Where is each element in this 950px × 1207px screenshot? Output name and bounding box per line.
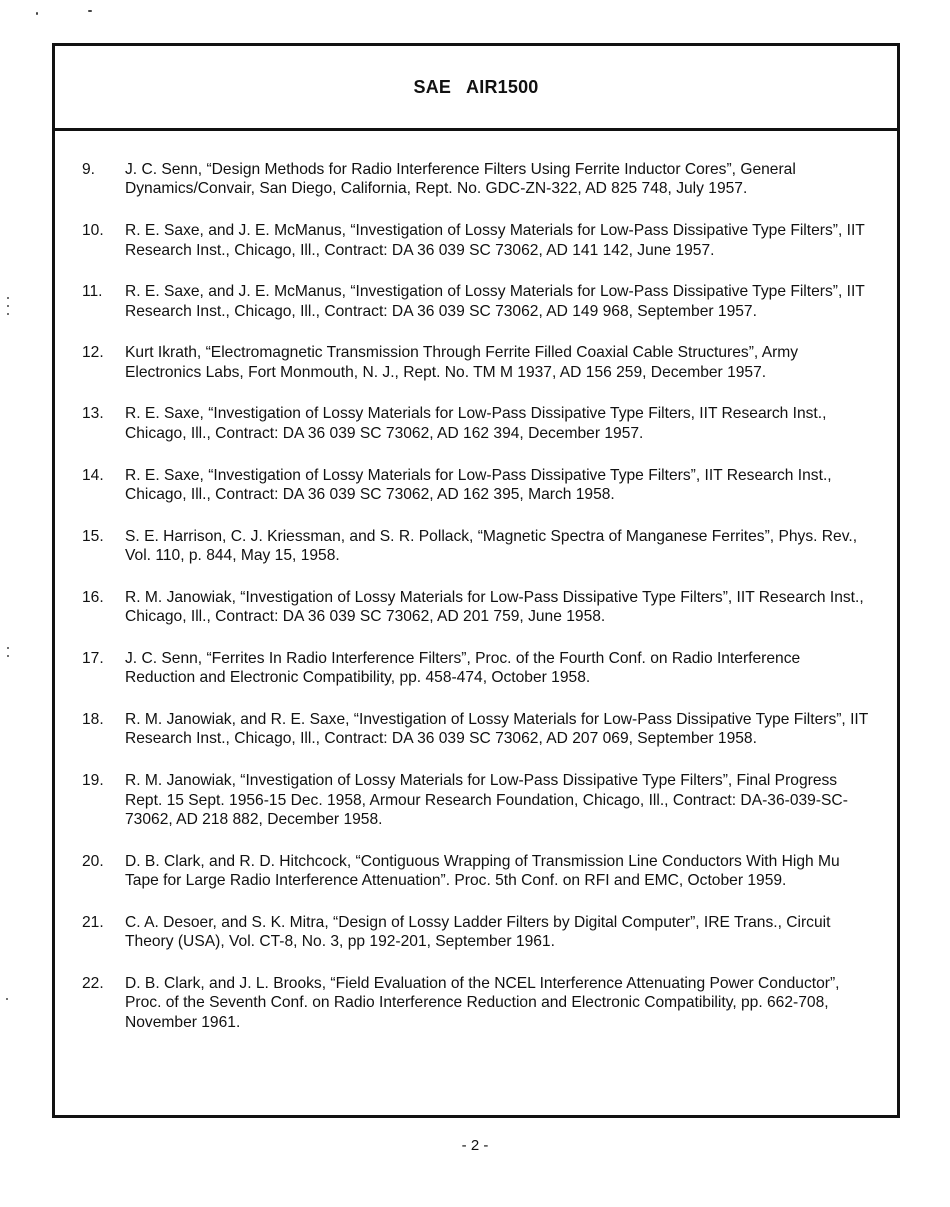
scan-speck bbox=[88, 10, 92, 12]
scan-speck bbox=[7, 655, 9, 657]
reference-text: D. B. Clark, and J. L. Brooks, “Field Evaluation of the NCEL Interference Attenuating Power Conductor”, Proc. of the Seventh Conf. on Radio Interference Reduction and Electronic Compatibility, pp. 662-708, November 1961. bbox=[125, 974, 840, 1031]
page-border-frame bbox=[52, 43, 900, 1118]
reference-number: 12. bbox=[82, 344, 104, 362]
reference-item bbox=[55, 282, 897, 321]
document-title: SAE AIR1500 bbox=[413, 76, 539, 97]
reference-number: 15. bbox=[82, 527, 104, 545]
reference-text: D. B. Clark, and R. D. Hitchcock, “Contiguous Wrapping of Transmission Line Conductors With High Mu Tape for Large Radio Interference Attenuation”. Proc. 5th Conf. on RFI and EMC, October 1959. bbox=[125, 852, 840, 890]
reference-item bbox=[55, 649, 897, 688]
reference-number: 16. bbox=[82, 588, 104, 606]
reference-text: S. E. Harrison, C. J. Kriessman, and S. R. Pollack, “Magnetic Spectra of Manganese Ferrites”, Phys. Rev., Vol. 110, p. 844, May 15, 1958. bbox=[125, 527, 858, 565]
reference-number: 9. bbox=[82, 161, 96, 178]
reference-number: 17. bbox=[82, 649, 104, 667]
scan-speck bbox=[7, 313, 9, 315]
reference-item bbox=[55, 466, 897, 505]
reference-text: J. C. Senn, “Ferrites In Radio Interference Filters”, Proc. of the Fourth Conf. on Radio Interference Reduction and Electronic Compatibility, pp. 458-474, October 1958. bbox=[125, 649, 801, 687]
reference-text: R. M. Janowiak, “Investigation of Lossy Materials for Low-Pass Dissipative Type Filters”, IIT Research Inst., Chicago, Ill., Contract: DA 36 039 SC 73062, AD 201 759, June 1958. bbox=[125, 588, 864, 626]
page-number: - 2 - bbox=[461, 1137, 489, 1154]
reference-text: R. M. Janowiak, and R. E. Saxe, “Investigation of Lossy Materials for Low-Pass Dissipative Type Filters”, IIT Research Inst., Chicago, Ill., Contract: DA 36 039 SC 73062, AD 207 069, September 1958. bbox=[125, 710, 869, 748]
reference-number: 11. bbox=[82, 283, 103, 301]
reference-number: 14. bbox=[82, 466, 104, 484]
reference-item bbox=[55, 710, 897, 749]
reference-number: 10. bbox=[82, 222, 104, 240]
reference-number: 19. bbox=[82, 772, 104, 790]
scan-speck bbox=[6, 998, 8, 1000]
reference-item bbox=[55, 404, 897, 443]
reference-text: R. E. Saxe, “Investigation of Lossy Materials for Low-Pass Dissipative Type Filters, IIT Research Inst., Chicago, Ill., Contract: DA 36 039 SC 73062, AD 162 394, December 1957. bbox=[125, 405, 827, 442]
reference-text: C. A. Desoer, and S. K. Mitra, “Design of Lossy Ladder Filters by Digital Computer”, IRE Trans., Circuit Theory (USA), Vol. CT-8, No. 3, pp 192-201, September 1961. bbox=[125, 913, 831, 951]
reference-item bbox=[55, 974, 897, 1032]
reference-number: 22. bbox=[82, 974, 104, 992]
reference-item bbox=[55, 913, 897, 952]
reference-item bbox=[55, 527, 897, 566]
scan-speck bbox=[7, 647, 9, 649]
reference-text: R. E. Saxe, and J. E. McManus, “Investigation of Lossy Materials for Low-Pass Dissipative Type Filters”, IIT Research Inst., Chicago, Ill., Contract: DA 36 039 SC 73062, AD 141 142, June 1957. bbox=[125, 222, 865, 259]
reference-item bbox=[55, 771, 897, 829]
reference-item bbox=[55, 221, 897, 260]
reference-number: 13. bbox=[82, 405, 104, 423]
reference-item bbox=[55, 588, 897, 627]
reference-text: R. E. Saxe, and J. E. McManus, “Investigation of Lossy Materials for Low-Pass Dissipative Type Filters”, IIT Research Inst., Chicago, Ill., Contract: DA 36 039 SC 73062, AD 149 968, September 1957. bbox=[125, 283, 865, 320]
reference-number: 21. bbox=[82, 913, 104, 931]
reference-text: R. E. Saxe, “Investigation of Lossy Materials for Low-Pass Dissipative Type Filters”, IIT Research Inst., Chicago, Ill., Contract: DA 36 039 SC 73062, AD 162 395, March 1958. bbox=[125, 466, 832, 503]
scan-speck bbox=[7, 305, 9, 307]
reference-list bbox=[55, 160, 897, 1054]
reference-item bbox=[55, 852, 897, 891]
reference-item bbox=[55, 160, 897, 199]
scan-speck bbox=[36, 12, 38, 15]
reference-text: R. M. Janowiak, “Investigation of Lossy Materials for Low-Pass Dissipative Type Filters”, Final Progress Rept. 15 Sept. 1956-15 Dec. 1958, Armour Research Foundation, Chicago, Ill., Contract: DA-36-039-SC-73062, AD 218 882, December 1958. bbox=[125, 772, 848, 828]
reference-text: Kurt Ikrath, “Electromagnetic Transmission Through Ferrite Filled Coaxial Cable Structures”, Army Electronics Labs, Fort Monmouth, N. J., Rept. No. TM M 1937, AD 156 259, December 1957. bbox=[125, 344, 799, 381]
document-header bbox=[55, 46, 897, 131]
reference-number: 18. bbox=[82, 710, 104, 728]
reference-text: J. C. Senn, “Design Methods for Radio Interference Filters Using Ferrite Inductor Cores”, General Dynamics/Convair, San Diego, California, Rept. No. GDC-ZN-322, AD 825 748, July 1957. bbox=[125, 161, 796, 198]
scan-speck bbox=[7, 297, 9, 299]
reference-item bbox=[55, 343, 897, 382]
reference-number: 20. bbox=[82, 852, 104, 870]
